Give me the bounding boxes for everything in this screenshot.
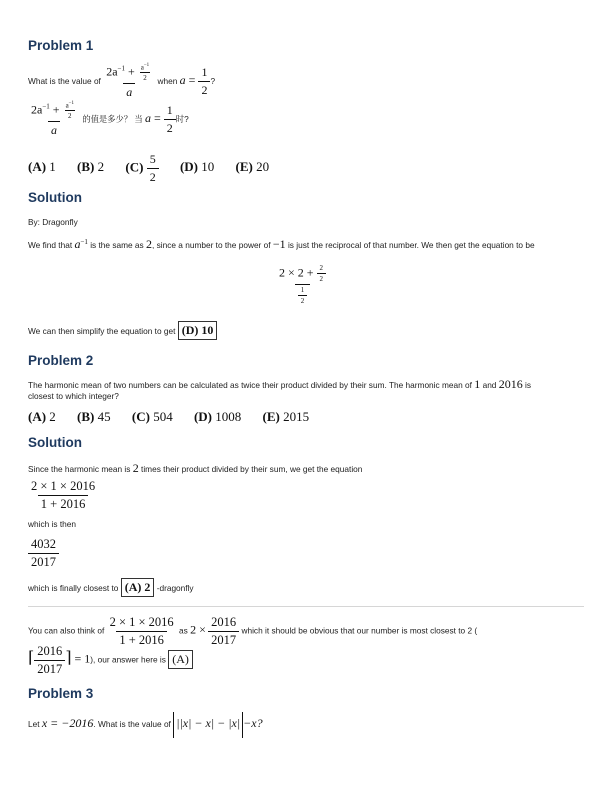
- choice-b: (B) 2: [77, 159, 105, 175]
- choice-c: (C) $\frac{5}{2}$: [125, 152, 158, 185]
- solution1-simplify: We can then simplify the equation to get (D) 10: [28, 321, 217, 340]
- solution2-heading: Solution: [28, 435, 82, 450]
- solution2-alternative-line2: ⌈ $\frac{2016}{2017}$ ⌉ = 1), our answer here is (A): [28, 644, 193, 677]
- divider: [28, 606, 584, 607]
- problem1-heading: Problem 1: [28, 38, 94, 53]
- problem3-heading: Problem 3: [28, 686, 94, 701]
- solution2-fraction1: $\frac{2 \times 1 \times 2016}{1 + 2016}$: [31, 479, 96, 511]
- choice-e: (E) 20: [235, 159, 270, 175]
- solution2-fraction2: $\frac{4032}{2017}$: [28, 537, 59, 570]
- solution1-answer-box: (D) 10: [178, 321, 218, 340]
- solution2-alternative-line1: You can also think of $\frac{2 \times 1 \times 2016}{1 + 2016}$ as 2 × $\frac{2016}{2017}$ which it should be obvious that our number is most closest to 2 (: [28, 615, 478, 647]
- solution2-alt-answer-box: (A): [168, 650, 193, 669]
- solution1-line1: We find that $a^{-1}$ is the same as 2, since a number to the power of −1 is just the reciprocal of that number. We then get the equation to be: [28, 237, 535, 251]
- problem1-choices: [28, 152, 269, 185]
- problem2-text-line1: The harmonic mean of two numbers can be calculated as twice their product divided by their sum. The harmonic mean of 1 and 2016 is: [28, 377, 532, 391]
- problem1-half: $\frac{1}{2}$: [198, 65, 210, 98]
- solution2-answer-box: (A) 2: [121, 578, 155, 597]
- solution1-heading: Solution: [28, 190, 82, 205]
- problem1-chinese-question: $2a^{-1}$ + $\frac{a^{-1}}{2}$ a 的值是多少？ 当 a = $\frac{1}{2}$ 时?: [31, 101, 189, 138]
- problem2-heading: Problem 2: [28, 353, 94, 368]
- solution2-which-is-then: which is then: [28, 519, 76, 529]
- choice-a: (A) 1: [28, 159, 56, 175]
- problem1-question: What is the value of $2a^{-1}$ + $\frac{a^{-1}}{2}$ a when a = $\frac{1}{2}$ ?: [28, 63, 216, 100]
- problem1-when: when: [157, 75, 178, 86]
- problem1-prefix: What is the value of: [28, 75, 101, 86]
- problem2-text-line2: closest to which integer?: [28, 391, 119, 401]
- problem2-choices: (A) 2 (B) 45 (C) 504 (D) 1008 (E) 2015: [28, 409, 310, 424]
- solution1-author: By: Dragonfly: [28, 217, 78, 227]
- choice-d: (D) 10: [179, 159, 215, 175]
- problem3-question: Let x = −2016. What is the value of ||x| − x| − |x| −x?: [28, 712, 263, 738]
- solution2-intro: Since the harmonic mean is 2 times their product divided by their sum, we get the equation: [28, 461, 363, 475]
- problem1-expression: $2a^{-1}$ + $\frac{a^{-1}}{2}$ a: [106, 63, 150, 100]
- solution2-final: which is finally closest to (A) 2 -dragonfly: [28, 578, 194, 597]
- solution1-equation: 2 × 2 + $\frac{2}{2}$ $\frac{1}{2}$: [276, 264, 329, 305]
